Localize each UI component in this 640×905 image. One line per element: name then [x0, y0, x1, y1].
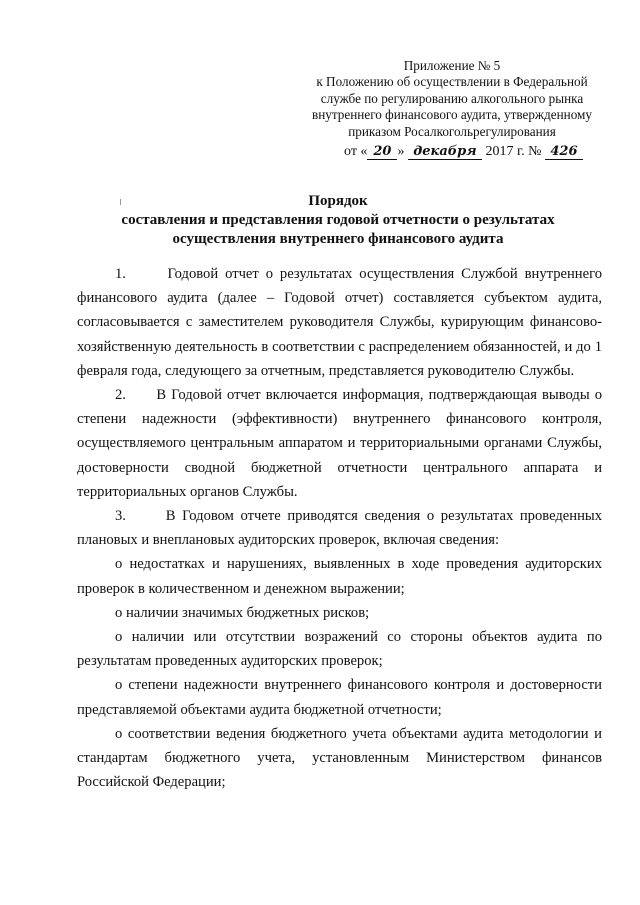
annex-line: приказом Росалкогольрегулирования	[348, 123, 556, 139]
document-title	[70, 192, 606, 249]
annex-line: внутреннего финансового аудита, утвержденному	[311, 107, 592, 123]
annex-line: к Положению об осуществлении в Федеральной	[316, 74, 588, 90]
list-item: о соответствии ведения бюджетного учета объектами аудита методологии и стандартам бюджетного учета, установленным Министерством финансов Российской Федерации;	[77, 725, 602, 791]
title-line: осуществления внутреннего финансового аудита	[172, 231, 504, 247]
title-line: Порядок	[308, 193, 368, 209]
list-item: о наличии или отсутствии возражений со стороны объектов аудита по результатам проведенных аудиторских проверок;	[77, 629, 602, 670]
order-date-line	[344, 143, 583, 161]
date-year: 2017 г. №	[485, 144, 542, 159]
title-line: составления и представления годовой отчетности о результатах	[121, 212, 555, 228]
list-item: о недостатках и нарушениях, выявленных в ходе проведения аудиторских проверок в количественном и денежном выражении;	[77, 556, 602, 597]
paragraph-1: 1. Годовой отчет о результатах осуществления Службой внутреннего финансового аудита (далее – Годовой отчет) составляется субъектом аудита, согласовывается с заместителем руководителя Службы, курирующим финансово-хозяйственную деятельность в соответствии с распределением обязанностей, и до 1 февраля года, следующего за отчетным, представляется руководителю Службы.	[77, 266, 602, 379]
annex-number: Приложение № 5	[403, 58, 501, 73]
annex-header	[290, 58, 614, 140]
paragraph-2: 2. В Годовой отчет включается информация, подтверждающая выводы о степени надежности (эффективности) внутреннего финансового контроля, осуществляемого центральным аппаратом и территориальными органами Службы, достоверности сводной бюджетной отчетности центрального аппарата и территориальных органов Службы.	[77, 387, 602, 500]
handwritten-day: 20	[367, 145, 397, 160]
annex-line: службе по регулированию алкогольного рынка	[320, 90, 584, 106]
handwritten-month: декабря	[408, 145, 482, 160]
list-item: о наличии значимых бюджетных рисков;	[115, 604, 370, 621]
document-body	[77, 262, 602, 794]
list-item: о степени надежности внутреннего финансового контроля и достоверности представляемой объектами аудита бюджетной отчетности;	[77, 677, 602, 718]
handwritten-order-number: 426	[545, 145, 583, 160]
date-mid: »	[397, 144, 405, 159]
date-prefix: от «	[344, 144, 368, 159]
paragraph-3: 3. В Годовом отчете приводятся сведения о результатах проведенных плановых и внеплановых аудиторских проверок, включая сведения:	[77, 508, 602, 549]
